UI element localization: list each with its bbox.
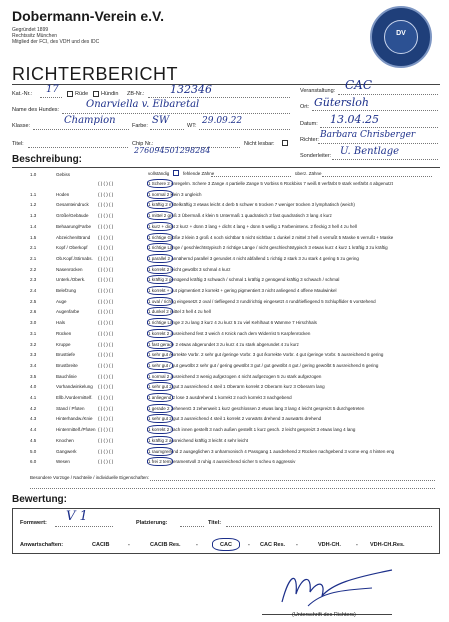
row-checkboxes[interactable]: ( ) ( ) ( ) <box>98 374 114 379</box>
row-label: Belefzung <box>56 288 77 293</box>
seal-text: DV <box>396 30 406 37</box>
row-number: 2.3 <box>30 277 37 282</box>
klasse-label: Klasse: <box>12 123 31 129</box>
selection-circle-mark <box>147 297 173 306</box>
selection-circle-mark <box>147 393 173 402</box>
datum-line <box>320 127 438 128</box>
row-number: 1.1 <box>30 192 37 197</box>
row-checkboxes[interactable]: ( ) ( ) ( ) <box>98 331 114 336</box>
row-number: 4.1 <box>30 395 37 400</box>
cac-circle-mark <box>212 538 240 551</box>
separator: - <box>296 542 298 548</box>
row-options: 1 oval / richtig eingesetzt 2 oval / tiefliegend 3 rund/richtig eingesetzt 4 rund/tiefliegend 5 Schlupflider 6 vorstehend <box>148 299 376 304</box>
row-number: 1.2 <box>30 202 37 207</box>
row-label: Gesamteindruck <box>56 202 89 207</box>
row-number: 4.4 <box>30 427 37 432</box>
row-options: 1 kräftig 2 mittelkräftig 3 etwas leicht 4 derb 5 schwer 6 trocken 7 weniger trocken 3 lymphatisch (weich) <box>148 202 355 207</box>
selection-circle-mark <box>147 307 173 316</box>
row-options: 1 parallel 2 annähernd parallel 3 gerundet 4 nicht abfallend 1 richtig 2 stark 3 zu stark 4 gering 5 zu gering <box>148 256 359 261</box>
row-label: Brusttiefe <box>56 352 76 357</box>
row-options: 1 dunkel 2 mittel 3 hell 4 zu hell <box>148 309 211 314</box>
row-options: 1 korrekt 2 nach innen gestellt 3 nach außen gestellt 1 kurz gesch. 2 leicht gespreizt 3 etwas lang 4 lang <box>148 427 356 432</box>
selection-circle-mark <box>147 254 173 263</box>
kat-value: 17 <box>46 84 59 95</box>
org-line: Mitglied der FCI, des VDH und des IDC <box>12 39 100 45</box>
separator: - <box>248 542 250 548</box>
vdh-ch-option[interactable]: VDH-CH. <box>318 542 341 548</box>
vorzuege-line <box>30 488 435 489</box>
row-options: 1 frei 2 temperamentvoll 3 ruhig 4 ausreichend sicher 5 scheu 6 aggressiv <box>148 459 296 464</box>
gebiss-vollstaendig-label: vollständig <box>148 171 170 176</box>
selection-circle-mark <box>147 211 173 220</box>
row-checkboxes[interactable]: ( ) ( ) ( ) <box>98 395 114 400</box>
vorzuege-line <box>150 480 435 481</box>
ort-value: Gütersloh <box>314 96 369 109</box>
selection-circle-mark <box>147 275 173 284</box>
row-options: 1 kräftig 2 ausreichend kräftig 3 leicht 4 sehr leicht <box>148 438 249 443</box>
name-line <box>62 113 290 114</box>
row-label: Stand / Pfoten <box>56 406 85 411</box>
gebiss-vollstaendig-checkbox[interactable] <box>173 170 179 176</box>
vorzuege-label: Besondere Vorzüge / Nachteile / individuelle Eigenschaften: <box>30 475 150 480</box>
row-number: 2.6 <box>30 309 37 314</box>
row-checkboxes[interactable]: ( ) ( ) ( ) <box>98 352 114 357</box>
selection-circle-mark <box>147 382 173 391</box>
richter-value: Barbara Chrisberger <box>320 130 416 140</box>
wt-line <box>199 129 290 130</box>
beschreibung-title: Beschreibung: <box>12 154 83 165</box>
row-label: Größe/Gebäude <box>56 213 89 218</box>
row-checkboxes[interactable]: ( ) ( ) ( ) <box>98 320 114 325</box>
row-number: 5.0 <box>30 449 37 454</box>
titel-bewertung-line <box>226 526 432 527</box>
row-checkboxes[interactable]: ( ) ( ) ( ) <box>98 449 114 454</box>
separator: - <box>356 542 358 548</box>
row-options: 1 normal 2 klein 3 ungleich <box>148 192 202 197</box>
ort-line <box>312 110 438 111</box>
row-number: 4.0 <box>30 384 37 389</box>
zb-line <box>148 97 290 98</box>
huendin-label: Hündin <box>101 91 119 97</box>
row-label: Hintermittelf./Pfoten <box>56 427 96 432</box>
selection-circle-mark <box>147 414 173 423</box>
row-number: 3.3 <box>30 352 37 357</box>
row-checkboxes[interactable]: ( ) ( ) ( ) <box>98 267 114 272</box>
row-label: Augenfarbe <box>56 309 80 314</box>
selection-circle-mark <box>147 457 173 466</box>
cacib-res-option[interactable]: CACIB Res. <box>150 542 181 548</box>
separator: - <box>196 542 198 548</box>
signature-label: (Unterschrift des Richters) <box>292 612 356 618</box>
formwert-value: V 1 <box>66 509 88 524</box>
row-label: Bauchlinie <box>56 374 77 379</box>
row-number: 4.5 <box>30 438 37 443</box>
wt-value: 29.09.22 <box>202 116 243 126</box>
zb-value: 132346 <box>170 83 212 96</box>
row-label: Ellb./Vordermittelf. <box>56 395 93 400</box>
name-label: Name des Hundes: <box>12 107 60 113</box>
kat-line <box>40 97 62 98</box>
selection-circle-mark <box>147 340 173 349</box>
row-checkboxes[interactable]: ( ) ( ) ( ) <box>98 299 114 304</box>
gebiss-ueberz-label: überz. Zähne <box>295 171 322 176</box>
row-options: 1 fast gerade 2 etwas abgerundet 3 zu kurz 4 zu stark abgerundet 4 zu kurz <box>148 342 299 347</box>
veranstaltung-value: CAC <box>345 78 373 92</box>
gebiss-number: 1.0 <box>30 172 37 177</box>
row-number: 1.5 <box>30 235 37 240</box>
anwartschaften-label: Anwartschaften: <box>20 542 64 548</box>
row-options: 1 sehr gut 2 gut 3 ausreichend 4 steil 1 korrekt 2 vorwärts drehend 3 auswärts drehend <box>148 416 322 421</box>
nicht-lesbar-checkbox[interactable] <box>282 140 288 146</box>
divider <box>12 84 440 85</box>
row-number: 1.4 <box>30 224 37 229</box>
veranstaltung-line <box>338 94 438 95</box>
row-number: 2.1 <box>30 245 37 250</box>
row-options: 1 anliegend 2 lose 3 ausdrehend 1 korrekt 2 noch korrekt 3 nachgebend <box>148 395 292 400</box>
row-checkboxes[interactable]: ( ) ( ) ( ) <box>98 213 114 218</box>
gebiss-fehlende-label: fehlende Zähne <box>183 171 215 176</box>
titel-bewertung-label: Titel: <box>208 520 222 526</box>
row-options: 1 raumgreifend 2 ausgeglichen 3 unharmonisch 4 Passgang 1 ausdrehend 2 Rücken nachgebend 3 vorne eng 4 hinten eng <box>148 449 395 454</box>
farbe-value: SW <box>152 115 170 126</box>
selection-circle-mark <box>147 222 173 231</box>
dog-head-icon <box>384 20 418 54</box>
formwert-label: Formwert: <box>20 520 47 526</box>
rude-checkbox[interactable] <box>67 91 73 97</box>
row-number: 6.0 <box>30 459 37 464</box>
kat-label: Kat.-Nr.: <box>12 91 33 97</box>
gebiss-label: Gebiss <box>56 172 71 177</box>
farbe-label: Farbe: <box>132 123 148 129</box>
row-number: 4.2 <box>30 406 37 411</box>
row-checkboxes[interactable]: ( ) ( ) ( ) <box>98 277 114 282</box>
selection-circle-mark <box>147 436 173 445</box>
richter-line <box>318 143 438 144</box>
row-checkboxes[interactable]: ( ) ( ) ( ) <box>98 224 114 229</box>
farbe-line <box>150 129 184 130</box>
nicht-lesbar-label: Nicht lesbar: <box>244 141 275 147</box>
row-number: 4.3 <box>30 416 37 421</box>
row-label: Wesen <box>56 459 70 464</box>
row-checkboxes[interactable]: ( ) ( ) ( ) <box>98 245 114 250</box>
row-number: 3.5 <box>30 374 37 379</box>
row-label: Hinterhandw./Knie <box>56 416 93 421</box>
platzierung-label: Platzierung: <box>136 520 168 526</box>
platzierung-line <box>180 526 204 527</box>
row-checkboxes[interactable]: ( ) ( ) ( ) <box>98 202 114 207</box>
formwert-line <box>55 526 113 527</box>
row-checkboxes[interactable]: ( ) ( ) ( ) <box>98 438 114 443</box>
ort-label: Ort: <box>300 104 310 110</box>
row-label: Behaarung/Farbe <box>56 224 92 229</box>
row-label: Rücken <box>56 331 72 336</box>
row-options: 1 sehr gut / gut gewölbt 2 sehr gut / gering gewölbt 3 gut / gut gewölbt 4 gut / gering gewölbt 5 ausreichend 6 gering <box>148 363 379 368</box>
row-checkboxes[interactable]: ( ) ( ) ( ) <box>98 192 114 197</box>
fehlende-line <box>211 176 291 177</box>
row-checkboxes[interactable]: ( ) ( ) ( ) <box>98 181 114 186</box>
selection-circle-mark <box>147 350 173 359</box>
row-label: Hoden <box>56 192 70 197</box>
row-number: 3.4 <box>30 363 37 368</box>
judge-signature <box>272 562 402 612</box>
club-seal-logo <box>370 6 432 68</box>
cac-res-option[interactable]: CAC Res. <box>260 542 286 548</box>
row-number: 2.5 <box>30 299 37 304</box>
row-checkboxes[interactable]: ( ) ( ) ( ) <box>98 363 114 368</box>
row-options: 1 korrekt 2 leicht gewölbt 3 schmal 4 kurz <box>148 267 231 272</box>
sonderleiter-value: U. Bentlage <box>340 146 400 157</box>
row-label: Abzeichen/Brand <box>56 235 91 240</box>
row-label: Kopf / Oberkopf <box>56 245 88 250</box>
row-label: Kruppe <box>56 342 71 347</box>
selection-circle-mark <box>147 179 173 188</box>
selection-circle-mark <box>147 329 173 338</box>
selection-circle-mark <box>147 286 173 295</box>
datum-label: Datum: <box>300 121 318 127</box>
row-checkboxes[interactable]: ( ) ( ) ( ) <box>98 288 114 293</box>
sonderleiter-line <box>332 159 438 160</box>
row-label: Brustbreite <box>56 363 78 368</box>
row-number: 3.1 <box>30 331 37 336</box>
selection-circle-mark <box>147 425 173 434</box>
row-options: 1 korrekt + gut pigmentiert 2 korrekt + gering pigmentiert 3 nicht anliegend 4 offene Maulwinkel <box>148 288 337 293</box>
row-number: 3.2 <box>30 342 37 347</box>
row-number: 2.1 <box>30 256 37 261</box>
row-label: Ob.Kopf./Stirnabs. <box>56 256 93 261</box>
richter-label: Richter: <box>300 137 319 143</box>
chip-label: Chip Nr.: <box>132 141 154 147</box>
org-name: Dobermann-Verein e.V. <box>12 8 164 24</box>
row-checkboxes[interactable]: ( ) ( ) ( ) <box>98 256 114 261</box>
cac-option[interactable]: CAC <box>220 542 232 548</box>
selection-circle-mark <box>147 318 173 327</box>
row-number: 1.3 <box>30 213 37 218</box>
row-number: 3.0 <box>30 320 37 325</box>
datum-value: 13.04.25 <box>330 113 379 126</box>
row-checkboxes[interactable]: ( ) ( ) ( ) <box>98 416 114 421</box>
row-options: 1 gerade 2 zehenenG 3 zehenweit 1 kurz geschlossen 2 etwas lang 3 lang 4 leicht gespreizt 5 durchgetreten <box>148 406 365 411</box>
row-number: 2.2 <box>30 267 37 272</box>
selection-circle-mark <box>147 447 173 456</box>
row-options: 1 kräftig 2 genügend kräftig 3 schwach / schmal 1 kräftig 2 genügend kräftig 3 schwach / schmal <box>148 277 340 282</box>
zb-label: ZB-Nr.: <box>127 91 145 97</box>
bewertung-title: Bewertung: <box>12 494 67 505</box>
wt-label: WT: <box>187 123 197 129</box>
row-options: 1 sehr gut /korrekte Vorbr. 2 sehr gut /geringe Vorbr. 3 gut /korrekte Vorbr. 4 gut /geringe Vorbr. 5 ausreichend 6 gering <box>148 352 384 357</box>
selection-circle-mark <box>147 404 173 413</box>
row-label: Nasenrücken <box>56 267 83 272</box>
vdh-ch-res-option[interactable]: VDH-CH.Res. <box>370 542 405 548</box>
klasse-value: Champion <box>64 115 116 126</box>
selection-circle-mark <box>147 233 173 242</box>
divider <box>12 167 440 168</box>
row-options: 1 kurz + dicht 2 kurz + dünn 3 lang + dicht 4 lang + dünn 5 wellig 1 Farbenintens. 2 fleckig 3 hell 4 zu hell <box>148 224 357 229</box>
row-options: 1 normal 2 ausreichend 3 wenig aufgezogen 4 nicht aufgezogen 5 zu stark aufgezogen <box>148 374 322 379</box>
row-options: 1 richtige Länge / geschlechtstypisch 2 richtige Länge / nicht geschlechtstypisch 3 etwas kurz 4 kurz 1 kräftig 3 zu kräftig <box>148 245 388 250</box>
row-label: Hals <box>56 320 66 325</box>
row-checkboxes[interactable]: ( ) ( ) ( ) <box>98 342 114 347</box>
veranstaltung-label: Veranstaltung: <box>300 88 336 94</box>
klasse-line <box>33 129 129 130</box>
titel-label: Titel: <box>12 141 24 147</box>
row-label: Auge <box>56 299 67 304</box>
chip-value: 276094501298284 <box>134 146 211 155</box>
name-value: Onarviella v. Elbaretal <box>86 99 200 110</box>
ueberz-line <box>322 176 432 177</box>
row-options: 1 Schere 2 unregelm. Schere 3 Zange 4 partielle Zange 5 Vorbiss 6 Rückbiss 7 weiß 8 verfärbt 9 stark verfärbt 4 abgenutzt <box>148 181 393 186</box>
row-options: 1 mittel 2 groß 3 Übermaß 4 klein 5 Untermaß 1 quadratisch 2 fast quadratisch 3 lang 4 kurz <box>148 213 332 218</box>
titel-line <box>28 147 128 148</box>
row-options: 1 richtige Länge 2 zu lang 3 kurz 4 zu kurz 5 zu viel Kehlhaut 6 Wamme 7 Hirschhals <box>148 320 317 325</box>
row-checkboxes[interactable]: ( ) ( ) ( ) <box>98 459 114 464</box>
selection-circle-mark <box>147 190 173 199</box>
row-checkboxes[interactable]: ( ) ( ) ( ) <box>98 427 114 432</box>
document-title: RICHTERBERICHT <box>12 64 179 84</box>
sonderleiter-label: Sonderleiter: <box>300 153 332 159</box>
selection-circle-mark <box>147 200 173 209</box>
cacib-option[interactable]: CACIB <box>92 542 110 548</box>
selection-circle-mark <box>147 243 173 252</box>
org-line: Rechtssitz München <box>12 33 58 39</box>
row-label: Knochen <box>56 438 74 443</box>
separator: - <box>128 542 130 548</box>
row-label: Vorhandwinkelung <box>56 384 93 389</box>
row-options: 1 richtige Größe 2 klein 3 groß 4 noch sichtbar 5 nicht sichtbar 1 dunkel 2 mittel 3 hell 4 verrußt 5 Maske 6 verrußt + Maske <box>148 235 394 240</box>
row-checkboxes[interactable]: ( ) ( ) ( ) <box>98 235 114 240</box>
rude-label: Rüde <box>75 91 89 97</box>
row-checkboxes[interactable]: ( ) ( ) ( ) <box>98 309 114 314</box>
selection-circle-mark <box>147 361 173 370</box>
row-checkboxes[interactable]: ( ) ( ) ( ) <box>98 384 114 389</box>
row-label: Unterk./Oberk. <box>56 277 86 282</box>
row-options: 1 korrekt 2 ausreichend fest 3 weich 4 Knick nach dem Widerrist 5 Karpfenrücken <box>148 331 311 336</box>
row-label: Gangwerk <box>56 449 77 454</box>
selection-circle-mark <box>147 265 173 274</box>
row-options: 1 sehr gut 2 gut 3 ausreichend 4 steil 1 Oberarm korrekt 2 Oberarm kurz 3 Oberarm lang <box>148 384 325 389</box>
selection-circle-mark <box>147 372 173 381</box>
row-number: 2.4 <box>30 288 37 293</box>
huendin-checkbox[interactable] <box>93 91 99 97</box>
org-line: Gegründet 1899 <box>12 27 49 33</box>
row-checkboxes[interactable]: ( ) ( ) ( ) <box>98 406 114 411</box>
